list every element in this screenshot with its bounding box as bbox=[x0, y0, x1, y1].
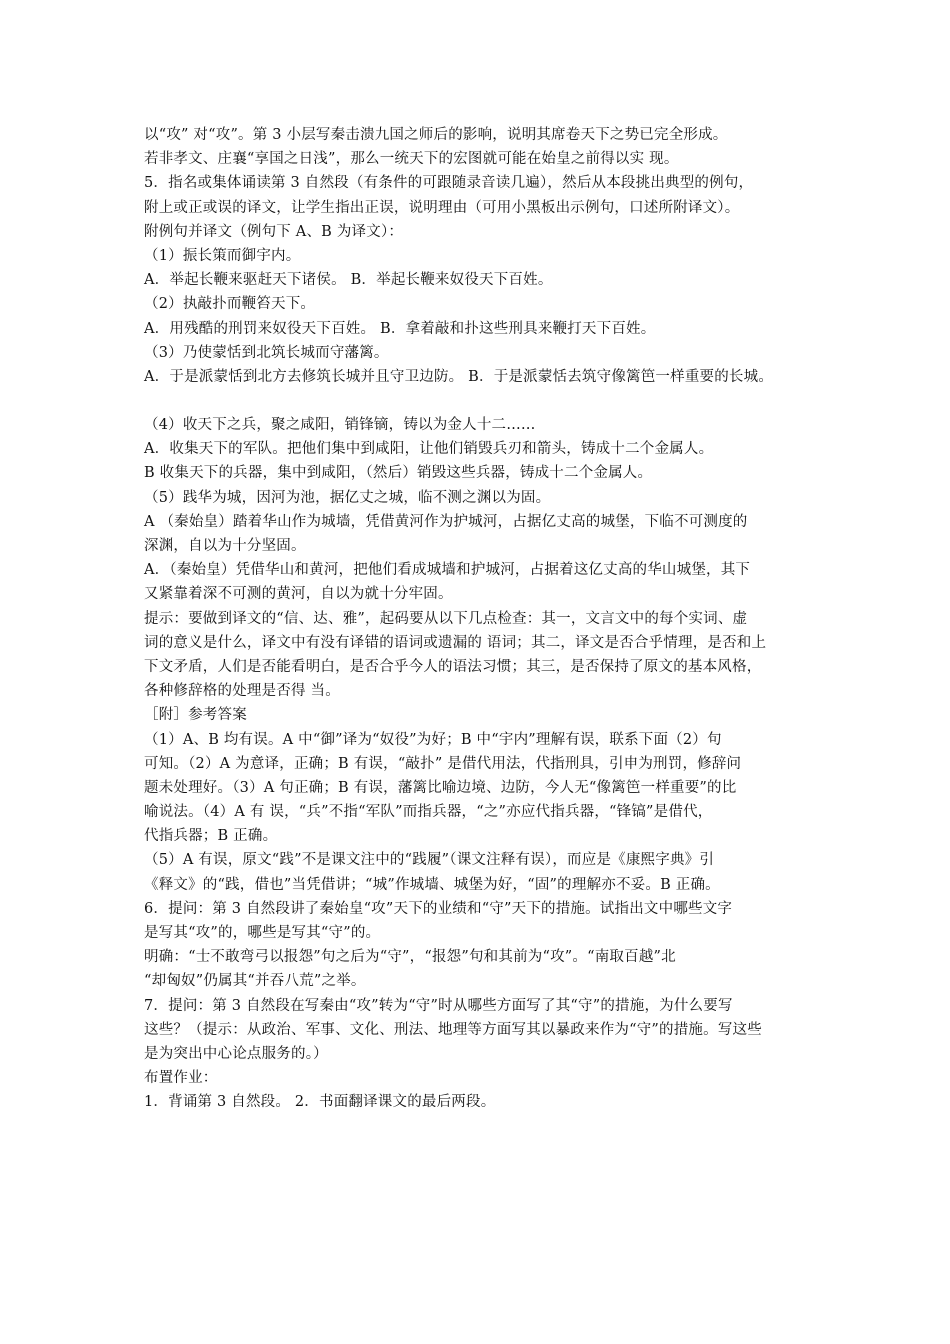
blank-line bbox=[144, 389, 844, 413]
text-line: 可知。（2）A 为意译，正确；B 有误，“敲扑” 是借代用法，代指刑具，引申为刑罚，修辞问 bbox=[144, 755, 742, 772]
text-line: 是写其“攻”的，哪些是写其“守”的。 bbox=[144, 925, 381, 941]
text-line: ［附］参考答案 bbox=[144, 707, 247, 724]
text-line: 1．背诵第 3 自然段。 2．书面翻译课文的最后两段。 bbox=[144, 1094, 496, 1111]
text-line: 词的意义是什么，译文中有没有译错的语词或遗漏的 语词；其二，译文是否合乎情理，是否和上 bbox=[144, 634, 767, 651]
text-line: 《释文》的“践，借也”当凭借讲；“城”作城墙、城堡为好，“固”的理解亦不妥。B 正确。 bbox=[144, 876, 720, 893]
text-line: 7．提问：第 3 自然段在写秦由“攻”转为“守”时从哪些方面写了其“守”的措施，为什么要写 bbox=[144, 997, 733, 1014]
text-line: 代指兵器；B 正确。 bbox=[144, 828, 278, 845]
text-line: 明确：“士不敢弯弓以报怨”句之后为“守”，“报怨”句和其前为“攻”。“南取百越”北 bbox=[144, 949, 676, 966]
text-line: 这些？（提示：从政治、军事、文化、刑法、地理等方面写其以暴政来作为“守”的措施。写这些 bbox=[144, 1021, 762, 1038]
text-line: （3）乃使蒙恬到北筑长城而守藩篱。 bbox=[144, 344, 389, 361]
text-line: A．举起长鞭来驱赶天下诸侯。 B．举起长鞭来奴役天下百姓。 bbox=[144, 272, 553, 289]
text-line: B 收集天下的兵器，集中到咸阳，（然后）销毁这些兵器，铸成十二个金属人。 bbox=[144, 465, 653, 482]
text-line: 以“攻” 对“攻”。第 3 小层写秦击溃九国之师后的影响，说明其席卷天下之势已完全形成。 bbox=[144, 127, 728, 143]
text-line: A．于是派蒙恬到北方去修筑长城并且守卫边防。 B．于是派蒙恬去筑守像篱笆一样重要的长城。 bbox=[144, 368, 774, 385]
text-line: 各种修辞格的处理是否得 当。 bbox=[144, 683, 340, 700]
text-line: 若非孝文、庄襄“享国之日浅”，那么一统天下的宏图就可能在始皇之前得以实 现。 bbox=[144, 151, 679, 168]
text-line: A．用残酷的刑罚来奴役天下百姓。 B．拿着敲和扑这些刑具来鞭打天下百姓。 bbox=[144, 320, 656, 337]
text-line: 布置作业： bbox=[144, 1070, 218, 1087]
document-body bbox=[144, 123, 844, 1115]
text-line: （5）践华为城，因河为池，据亿丈之城，临不测之渊以为固。 bbox=[144, 489, 551, 506]
text-line: 是为突出中心论点服务的。） bbox=[144, 1045, 328, 1062]
text-line: A （秦始皇）踏着华山作为城墙，凭借黄河作为护城河，占据亿丈高的城堡，下临不可测度的 bbox=[144, 513, 748, 530]
text-line: 又紧靠着深不可测的黄河，自以为就十分牢固。 bbox=[144, 586, 453, 603]
text-line: 深渊，自以为十分坚固。 bbox=[144, 538, 306, 554]
text-line: A．（秦始皇）凭借华山和黄河，把他们看成城墙和护城河，占据着这亿丈高的华山城堡，其下 bbox=[144, 562, 751, 579]
text-line: 6．提问：第 3 自然段讲了秦始皇“攻”天下的业绩和“守”天下的措施。试指出文中哪些文字 bbox=[144, 900, 733, 917]
text-line: （5）A 有误，原文“践”不是课文注中的“践履”（课文注释有误），而应是《康熙字典》引 bbox=[144, 852, 715, 869]
text-line: 喻说法。（4）A 有 误，“兵”不指“军队”而指兵器，“之”亦应代指兵器，“锋镐”是借代， bbox=[144, 804, 713, 821]
text-line: 5．指名或集体诵读第 3 自然段（有条件的可跟随录音读几遍），然后从本段挑出典型的例句， bbox=[144, 175, 754, 192]
text-line: 提示：要做到译文的“信、达、雅”，起码要从以下几点检查：其一，文言文中的每个实词、虚 bbox=[144, 610, 748, 627]
text-line: （1）A、B 均有误。A 中“御”译为“奴役”为好；B 中“宇内”理解有误，联系下面（2）句 bbox=[144, 731, 722, 748]
text-line: （4）收天下之兵，聚之咸阳，销锋镝，铸以为金人十二…… bbox=[144, 417, 536, 434]
text-line: “却匈奴”仍属其“并吞八荒”之举。 bbox=[144, 973, 366, 990]
text-line: 附例句并译文（例句下 A、B 为译文）： bbox=[144, 223, 404, 240]
text-line: （2）执敲扑而鞭笞天下。 bbox=[144, 296, 316, 313]
text-line: 题未处理好。（3）A 句正确；B 有误，藩篱比喻边境、边防，今人无“像篱笆一样重要”的比 bbox=[144, 779, 737, 796]
text-line: 下文矛盾，人们是否能看明白，是否合乎今人的语法习惯；其三，是否保持了原文的基本风格， bbox=[144, 658, 762, 675]
text-line: A．收集天下的军队。把他们集中到咸阳，让他们销毁兵刃和箭头，铸成十二个金属人。 bbox=[144, 441, 714, 458]
text-line: （1）振长策而御宇内。 bbox=[144, 247, 301, 264]
text-line: 附上或正或误的译文，让学生指出正误，说明理由（可用小黑板出示例句，口述所附译文）。 bbox=[144, 199, 740, 216]
